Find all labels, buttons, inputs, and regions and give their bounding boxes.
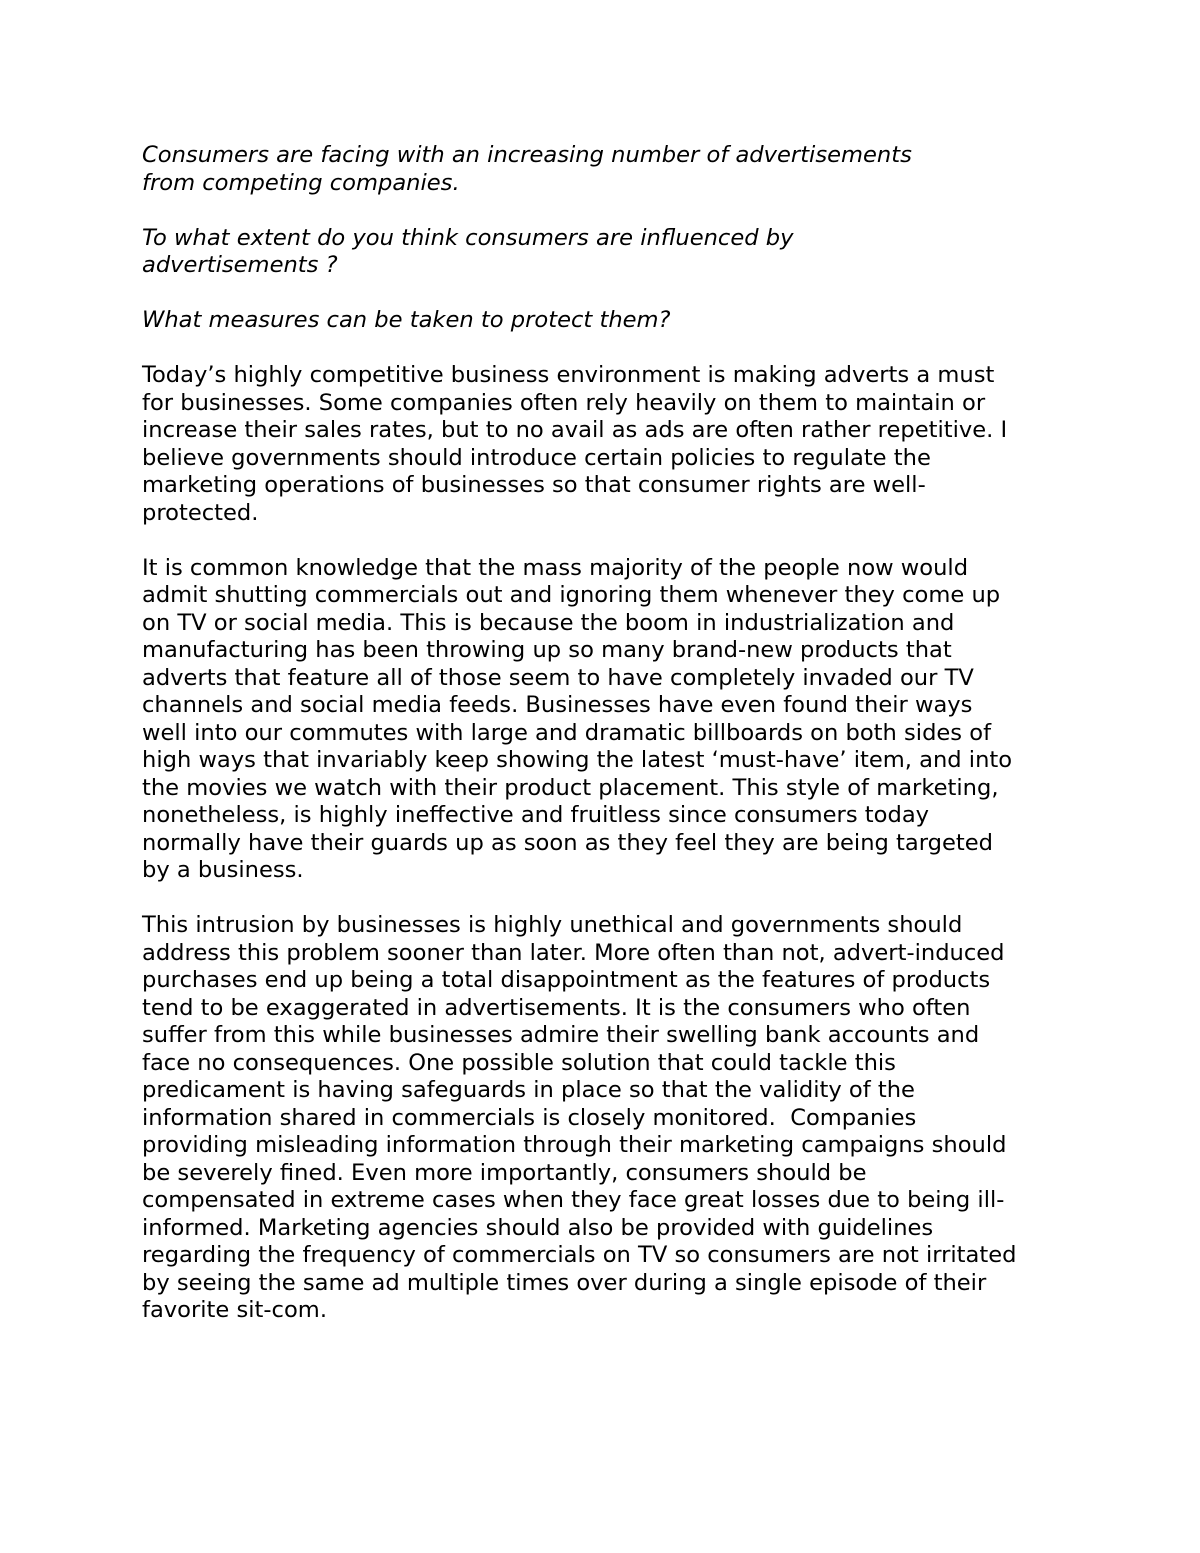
text-line: Today’s highly competitive business environment is making adverts a must [142,362,995,388]
text-line: compensated in extreme cases when they face great losses due to being ill- [142,1187,1005,1213]
text-line: increase their sales rates, but to no avail as ads are often rather repetitive. I [142,417,1008,443]
text-line: To what extent do you think consumers are influenced by [142,224,794,251]
text-line: suffer from this while businesses admire their swelling bank accounts and [142,1022,980,1048]
text-line: advertisements ? [142,252,338,278]
text-line: protected. [142,499,259,526]
text-line: well into our commutes with large and dramatic billboards on both sides of [142,719,992,746]
text-line: channels and social media feeds. Businesses have even found their ways [142,692,973,718]
text-line: What measures can be taken to protect them? [142,307,671,333]
text-line: by seeing the same ad multiple times over during a single episode of their [142,1269,987,1296]
text-line: purchases end up being a total disappointment as the features of products [142,967,991,993]
text-line: by a business. [142,857,304,883]
text-line: favorite sit-com. [142,1297,327,1323]
essay-paragraph-body-1 [142,555,1072,885]
text-line: nonetheless, is highly ineffective and fruitless since consumers today [142,802,930,828]
essay-paragraph-intro [142,362,1072,527]
text-line: from competing companies. [142,169,460,196]
prompt-statement [142,142,1072,197]
text-line: on TV or social media. This is because the boom in industrialization and [142,609,955,636]
text-line: believe governments should introduce certain policies to regulate the [142,444,931,471]
text-line: information shared in commercials is closely monitored. Companies [142,1104,917,1131]
text-line: the movies we watch with their product placement. This style of marketing, [142,774,999,801]
text-line: informed. Marketing agencies should also be provided with guidelines [142,1214,934,1241]
text-line: for businesses. Some companies often rely heavily on them to maintain or [142,389,986,416]
text-line: providing misleading information through their marketing campaigns should [142,1132,1007,1158]
text-line: It is common knowledge that the mass majority of the people now would [142,554,969,581]
text-line: face no consequences. One possible solution that could tackle this [142,1049,896,1076]
text-line: high ways that invariably keep showing the latest ‘must-have’ item, and into [142,747,1013,773]
text-line: marketing operations of businesses so that consumer rights are well- [142,472,926,498]
text-line: manufacturing has been throwing up so many brand-new products that [142,637,952,663]
document-body [142,142,1072,1352]
text-line: adverts that feature all of those seem to have completely invaded our TV [142,664,974,691]
text-line: normally have their guards up as soon as they feel they are being targeted [142,829,993,856]
text-line: regarding the frequency of commercials on TV so consumers are not irritated [142,1242,1017,1268]
text-line: predicament is having safeguards in place so that the validity of the [142,1077,915,1103]
text-line: tend to be exaggerated in advertisements. It is the consumers who often [142,994,971,1021]
text-line: admit shutting commercials out and ignoring them whenever they come up [142,582,1001,608]
text-line: address this problem sooner than later. More often than not, advert-induced [142,939,1005,966]
text-line: This intrusion by businesses is highly unethical and governments should [142,912,963,938]
text-line: Consumers are facing with an increasing number of advertisements [142,142,912,168]
prompt-question-measures [142,307,1072,335]
text-line: be severely fined. Even more importantly, consumers should be [142,1159,867,1186]
essay-paragraph-body-2 [142,912,1072,1325]
prompt-question-influence [142,225,1072,280]
